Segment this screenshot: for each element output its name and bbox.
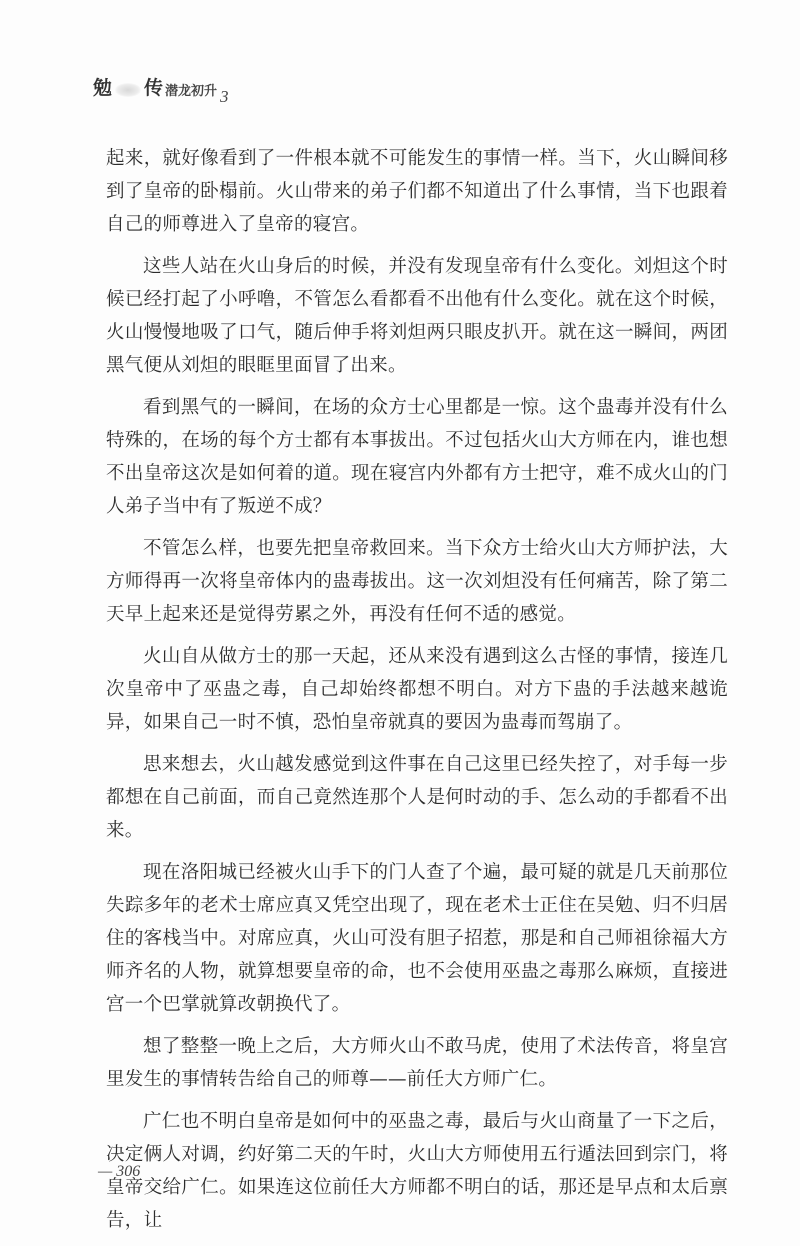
paragraph: 这些人站在火山身后的时候，并没有发现皇帝有什么变化。刘炟这个时候已经打起了小呼噜，不管怎么看都看不出他有什么变化。就在这个时候，火山慢慢地吸了口气，随后伸手将刘炟两只眼皮扒开。就在这一瞬间，两团黑气便从刘炟的眼眶里面冒了出来。	[106, 256, 728, 376]
paragraph: 看到黑气的一瞬间，在场的众方士心里都是一惊。这个蛊毒并没有什么特殊的，在场的每个方士都有本事拔出。不过包括火山大方师在内，谁也想不出皇帝这次是如何着的道。现在寝宫内外都有方士把守，难不成火山的门人弟子当中有了叛逆不成？	[106, 397, 728, 517]
header-volume-number: 3	[220, 87, 229, 106]
body-text	[106, 142, 728, 1246]
paragraph: 广仁也不明白皇帝是如何中的巫蛊之毒，最后与火山商量了一下之后，决定俩人对调，约好第二天的午时，火山大方师使用五行遁法回到宗门，将皇帝交给广仁。如果连这位前任大方师都不明白的话，那还是早点和太后禀告，让	[106, 1111, 728, 1231]
header-ornament-icon	[115, 83, 141, 97]
header-book-char-1: 勉	[93, 77, 113, 99]
paragraph: 现在洛阳城已经被火山手下的门人查了个遍，最可疑的就是几天前那位失踪多年的老术士席应真又凭空出现了，现在老术士正住在吴勉、归不归居住的客栈当中。对席应真，火山可没有胆子招惹，那是和自己师祖徐福大方师齐名的人物，就算想要皇帝的命，也不会使用巫蛊之毒那么麻烦，直接进宫一个巴掌就算改朝换代了。	[106, 862, 728, 1015]
paragraph: 想了整整一晚上之后，大方师火山不敢马虎，使用了术法传音，将皇宫里发生的事情转告给自己的师尊——前任大方师广仁。	[106, 1036, 728, 1090]
paragraph: 思来想去，火山越发感觉到这件事在自己这里已经失控了，对手每一步都想在自己前面，而自己竟然连那个人是何时动的手、怎么动的手都看不出来。	[106, 754, 728, 841]
paragraph: 火山自从做方士的那一天起，还从来没有遇到这么古怪的事情，接连几次皇帝中了巫蛊之毒，自己却始终都想不明白。对方下蛊的手法越来越诡异，如果自己一时不慎，恐怕皇帝就真的要因为蛊毒而驾崩了。	[106, 646, 728, 733]
paragraph: 不管怎么样，也要先把皇帝救回来。当下众方士给火山大方师护法，大方师得再一次将皇帝体内的蛊毒拔出。这一次刘炟没有任何痛苦，除了第二天早上起来还是觉得劳累之外，再没有任何不适的感觉。	[106, 538, 728, 625]
header-subtitle: 潜龙初升	[165, 84, 218, 99]
header-book-char-2: 传	[144, 77, 164, 99]
page-number: — 306	[98, 1163, 141, 1180]
running-header	[93, 60, 229, 106]
paragraph: 起来，就好像看到了一件根本就不可能发生的事情一样。当下，火山瞬间移到了皇帝的卧榻前。火山带来的弟子们都不知道出了什么事情，当下也跟着自己的师尊进入了皇帝的寝宫。	[106, 148, 728, 235]
